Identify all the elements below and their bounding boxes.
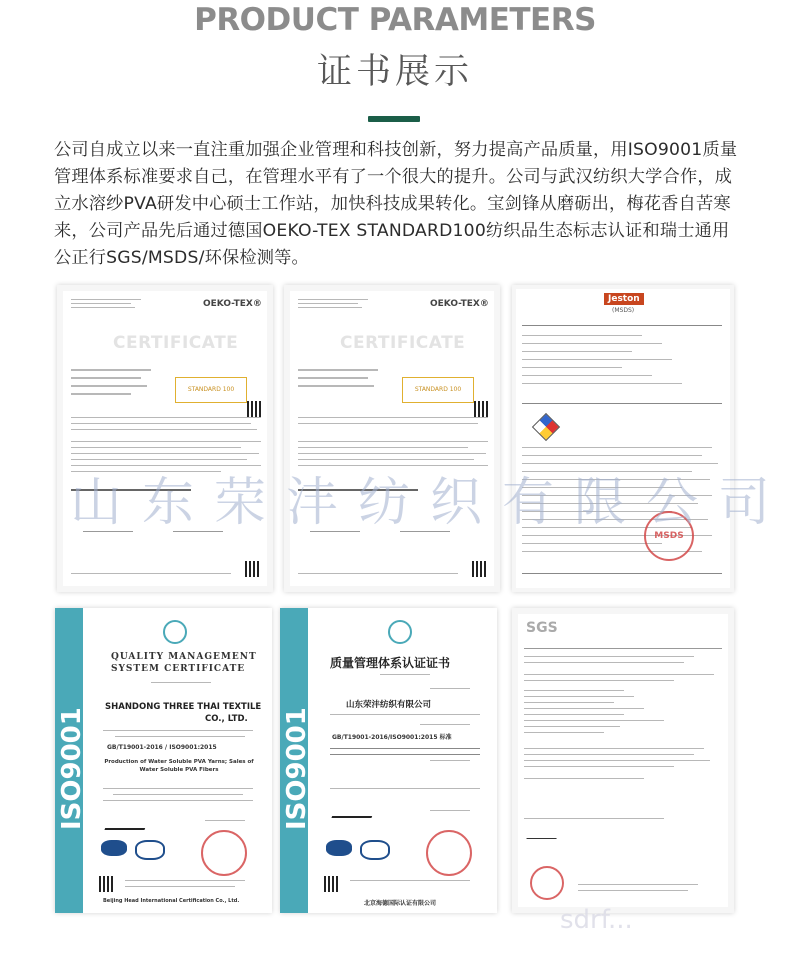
company-name-cn: 山东荣沣纺织有限公司 [346,700,432,710]
signature [526,830,559,839]
iso9001-side-label: ISO9001 [282,707,312,830]
oeko-tex-certificate-2[interactable] [284,285,500,592]
oeko-tex-logo: OEKO-TEX® [430,299,489,309]
standard-100-badge: STANDARD 100 [175,377,247,403]
title-underline [368,116,420,122]
company-watermark: 山东荣沣纺织有限公司 [70,473,790,533]
sgs-seal-stamp [530,866,564,900]
hq-logo-icon [388,620,412,644]
certificate-heading: CERTIFICATE [113,333,239,353]
issuer-name: Beijing Head International Certification Co., Ltd. [103,898,240,904]
standard-reference: GB/T19001-2016 / ISO9001:2015 [107,744,217,751]
certification-scope: Production of Water Soluble PVA Yarns; Sales of Water Soluble PVA Fibers [104,759,254,773]
section-title-cn: 证书展示 [316,52,473,92]
signature [104,816,149,830]
signature [331,804,376,818]
sgs-logo: SGS [526,620,558,636]
cert-title-line1: QUALITY MANAGEMENT [111,652,257,662]
red-seal-stamp [201,830,247,876]
red-seal-stamp [426,830,472,876]
iaf-logo [326,840,352,856]
standard-reference-cn: GB/T19001-2016/ISO9001:2015 标准 [332,734,452,741]
iso9001-certificate-cn[interactable] [280,608,497,913]
standard-100-badge: STANDARD 100 [402,377,474,403]
iso9001-side-label: ISO9001 [57,707,87,830]
oeko-tex-certificate-1[interactable] [57,285,273,592]
cert-title-cn: 质量管理体系认证证书 [330,656,451,670]
msds-stamp: MSDS [644,511,694,561]
iaf-logo [101,840,127,856]
nfpa-diamond-icon [532,413,560,441]
company-name-line1: SHANDONG THREE THAI TEXTILE [105,702,262,712]
oeko-tex-logo: OEKO-TEX® [203,299,262,309]
msds-report[interactable]: Jeston (MSDS) MSDS [512,285,734,592]
cnas-logo [135,840,165,860]
cnas-logo [360,840,390,860]
certificate-heading: CERTIFICATE [340,333,466,353]
issuer-name-cn: 北京海德国际认证有限公司 [364,900,437,907]
company-name-line2: CO., LTD. [205,714,248,724]
url-watermark: sdrf... [560,905,633,935]
intro-paragraph: 公司自成立以来一直注重加强企业管理和科技创新，努力提高产品质量，用ISO9001质量管理体系标准要求自己，在管理水平有了一个很大的提升。公司与武汉纺织大学合作，成立水溶纱PVA研发中心硕士工作站，加快科技成果转化。宝剑锋从磨砺出，梅花香自苦寒来，公司产品先后通过德国OEKO-TEX STANDARD100纺织品生态标志认证和瑞士通用公正行SGS/MSDS/环保检测等。 [54,140,738,268]
hq-logo-icon [163,620,187,644]
iso9001-certificate-en[interactable] [55,608,272,913]
section-title-en: PRODUCT PARAMETERS [194,2,596,38]
jeston-logo: Jeston [604,293,644,305]
sgs-report[interactable] [512,608,734,913]
cert-title-line2: SYSTEM CERTIFICATE [111,664,246,674]
